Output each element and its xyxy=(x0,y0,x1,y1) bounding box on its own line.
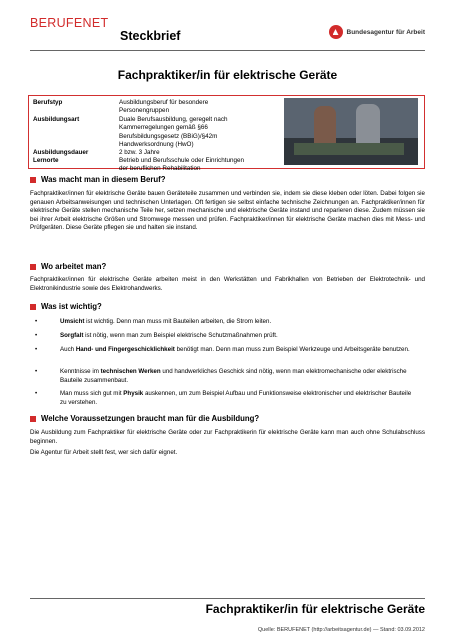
bullet-square-icon xyxy=(30,264,36,270)
section-label: Steckbrief xyxy=(120,29,181,43)
section-heading: Was macht man in diesem Beruf? xyxy=(30,175,166,184)
section-heading: Wo arbeitet man? xyxy=(30,262,106,271)
header-divider xyxy=(30,50,425,51)
info-label: Ausbildungsdauer xyxy=(33,149,89,156)
agency-logo xyxy=(329,25,426,39)
page-title: Fachpraktiker/in für elektrische Geräte xyxy=(117,68,338,82)
info-label: Berufstyp xyxy=(33,99,63,106)
section-text: Die Ausbildung zum Fachpraktiker für elektrische Geräte oder zur Fachpraktikerin für elektrische Geräte kann man auch ohne Schulabschluss beginnen. xyxy=(30,429,425,445)
footer-source: Quelle: BERUFENET (http://arbeitsagentur.de) — Stand: 03.09.2012 xyxy=(257,627,425,633)
workshop-photo xyxy=(284,98,418,165)
section-heading: Welche Voraussetzungen braucht man für die Ausbildung? xyxy=(30,414,259,423)
logo-text: BERUFENET xyxy=(30,16,109,30)
section-text: Fachpraktiker/innen für elektrische Geräte arbeiten meist in den Werkstätten und Fabrikhallen von Betrieben der Elektrotechnik- und Elektronikindustrie sowie des Elektrohandwerks. xyxy=(30,276,425,292)
bullet-square-icon xyxy=(30,177,36,183)
bullet-square-icon xyxy=(30,416,36,422)
page-header xyxy=(30,16,425,50)
footer-divider xyxy=(30,598,425,599)
info-value: Duale Berufsausbildung, geregelt nach Kammerregelungen gemäß §66 Berufsbildungsgesetz (BBiG)/§42m Handwerksordnung (HwO) xyxy=(119,116,228,149)
section-text: Fachpraktiker/innen für elektrische Geräte bauen Geräteteile zusammen und verbinden sie, indem sie diese kleben oder löten. Dabei folgen sie genauen Arbeitsanweisungen und technischen Unterlagen. Oft fertigen sie selbst einfache technische Zeichnungen an. Fachpraktiker/innen für elektrische Geräte stellen mechanische Teile her, setzen mechanische und elektrische Geräte instand und reparieren diese. Zudem müssen sie bei ihrer Arbeit elektrische Größen und Stromwege messen und prüfen. Fachpraktiker/innen für elektrische Geräte machen dies mit Mess- und Prüfgeräten. Diese Geräte pflegen sie und halten sie instand. xyxy=(30,190,425,232)
agency-logo-icon xyxy=(329,25,343,39)
section-text: Die Agentur für Arbeit stellt fest, wer sich dafür eignet. xyxy=(30,449,178,456)
berufenet-logo xyxy=(30,16,108,30)
info-value: Ausbildungsberuf für besondere Personengruppen xyxy=(119,99,209,115)
section-heading: Was ist wichtig? xyxy=(30,302,102,311)
info-label: Lernorte xyxy=(33,157,59,164)
info-label: Ausbildungsart xyxy=(33,116,80,123)
agency-name: Bundesagentur für Arbeit xyxy=(346,28,425,36)
footer-title: Fachpraktiker/in für elektrische Geräte xyxy=(205,602,425,616)
info-value: 2 bzw. 3 Jahre xyxy=(119,149,160,156)
info-value: Betrieb und Berufsschule oder Einrichtungen der beruflichen Rehabilitation xyxy=(119,157,244,173)
bullet-square-icon xyxy=(30,304,36,310)
